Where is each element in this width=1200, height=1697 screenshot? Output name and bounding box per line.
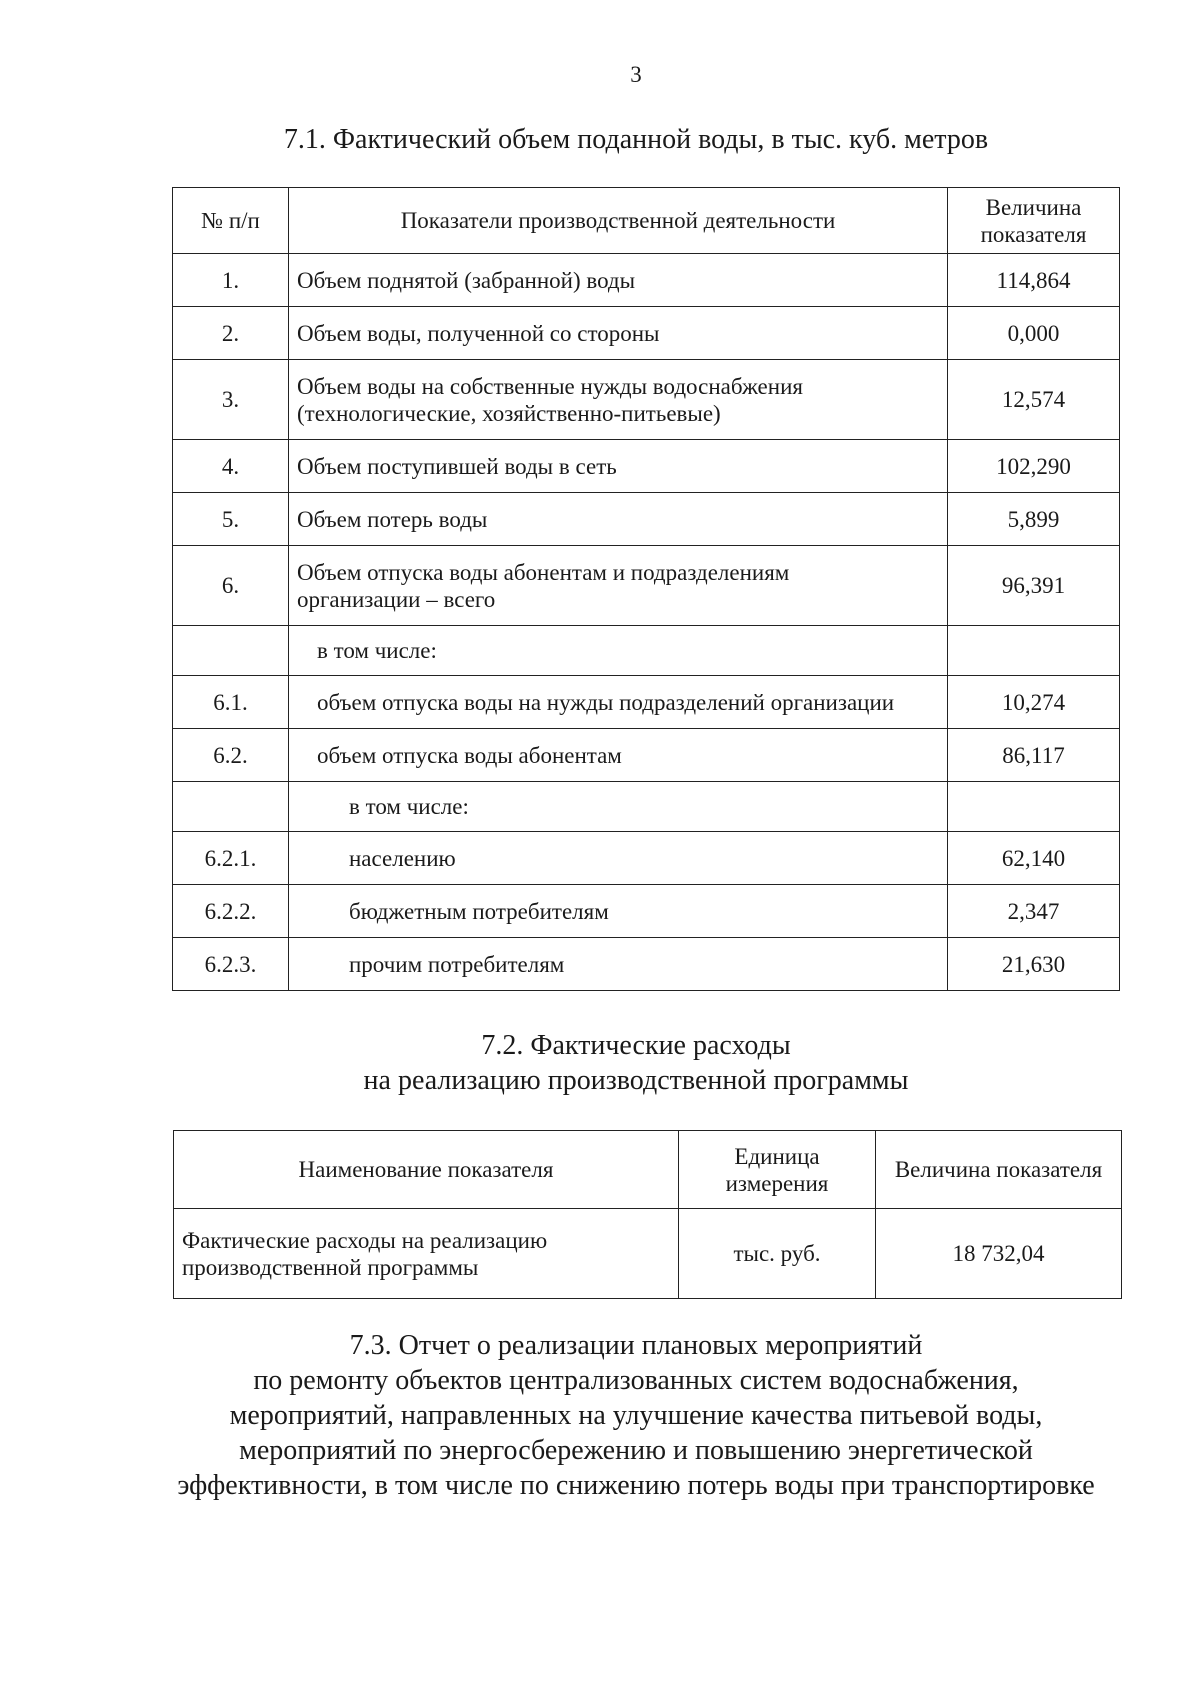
row-value: 21,630 — [948, 938, 1120, 991]
row-num: 5. — [173, 493, 289, 546]
row-name-line1: Объем воды на собственные нужды водоснабжения — [297, 373, 803, 399]
row-unit: тыс. руб. — [679, 1209, 876, 1299]
row-name-line2: производственной программы — [182, 1254, 479, 1280]
row-value: 2,347 — [948, 885, 1120, 938]
row-name: бюджетным потребителям — [289, 885, 948, 938]
row-name: объем отпуска воды на нужды подразделений организации — [289, 676, 948, 729]
row-value: 12,574 — [948, 360, 1120, 440]
section-title-7-3-line: мероприятий по энергосбережению и повышению энергетической — [239, 1435, 1033, 1466]
header-num: № п/п — [173, 188, 289, 254]
row-value: 5,899 — [948, 493, 1120, 546]
row-name — [174, 1209, 679, 1299]
row-name: в том числе: — [289, 626, 948, 676]
table-row — [173, 546, 1120, 626]
section-title-7-3-line: 7.3. Отчет о реализации плановых мероприятий — [349, 1330, 923, 1361]
row-num — [173, 626, 289, 676]
section-title-7-2-line2: на реализацию производственной программы — [363, 1065, 909, 1096]
row-num: 6.2.3. — [173, 938, 289, 991]
row-name — [289, 360, 948, 440]
header-name: Показатели производственной деятельности — [289, 188, 948, 254]
header-unit-line1: Единица — [734, 1143, 820, 1169]
table-header-row — [174, 1131, 1122, 1209]
row-value: 96,391 — [948, 546, 1120, 626]
row-name — [289, 546, 948, 626]
section-title-7-2 — [0, 1028, 1200, 1098]
row-value — [948, 782, 1120, 832]
table-row — [173, 832, 1120, 885]
header-name: Наименование показателя — [174, 1131, 679, 1209]
row-name-line2: организации – всего — [297, 586, 496, 612]
row-name: населению — [289, 832, 948, 885]
table-row — [173, 254, 1120, 307]
section-title-7-3-line: по ремонту объектов централизованных систем водоснабжения, — [253, 1365, 1019, 1396]
row-value: 10,274 — [948, 676, 1120, 729]
row-num: 2. — [173, 307, 289, 360]
header-unit — [679, 1131, 876, 1209]
row-num: 6.2.1. — [173, 832, 289, 885]
row-name: прочим потребителям — [289, 938, 948, 991]
page-number: 3 — [630, 62, 642, 87]
row-name: Объем поднятой (забранной) воды — [289, 254, 948, 307]
header-value-line2: показателя — [980, 221, 1087, 247]
table-row — [173, 676, 1120, 729]
row-value: 102,290 — [948, 440, 1120, 493]
section-title-7-3-line: эффективности, в том числе по снижению потерь воды при транспортировке — [177, 1470, 1095, 1501]
table-row — [174, 1209, 1122, 1299]
table-row — [173, 493, 1120, 546]
row-num: 6.2.2. — [173, 885, 289, 938]
row-value: 0,000 — [948, 307, 1120, 360]
table-row — [173, 885, 1120, 938]
row-value — [948, 626, 1120, 676]
row-num: 1. — [173, 254, 289, 307]
row-name-line1: Фактические расходы на реализацию — [182, 1227, 548, 1253]
row-num: 6.1. — [173, 676, 289, 729]
header-value — [948, 188, 1120, 254]
table-row — [173, 360, 1120, 440]
row-num: 6. — [173, 546, 289, 626]
header-unit-line2: измерения — [725, 1170, 829, 1196]
row-name-line2: (технологические, хозяйственно-питьевые) — [297, 400, 721, 426]
row-name: Объем воды, полученной со стороны — [289, 307, 948, 360]
section-title-7-2-line1: 7.2. Фактические расходы — [481, 1030, 791, 1061]
expenses-table — [173, 1130, 1122, 1299]
table-header-row — [173, 188, 1120, 254]
row-num: 6.2. — [173, 729, 289, 782]
table-row — [173, 938, 1120, 991]
row-value: 114,864 — [948, 254, 1120, 307]
table-row — [173, 782, 1120, 832]
section-title-7-1: 7.1. Фактический объем поданной воды, в тыс. куб. метров — [283, 124, 989, 155]
table-row — [173, 440, 1120, 493]
row-name: Объем поступившей воды в сеть — [289, 440, 948, 493]
table-row — [173, 307, 1120, 360]
row-name: Объем потерь воды — [289, 493, 948, 546]
row-num — [173, 782, 289, 832]
table-row — [173, 729, 1120, 782]
row-num: 3. — [173, 360, 289, 440]
row-name-line1: Объем отпуска воды абонентам и подразделениям — [297, 559, 790, 585]
row-name: объем отпуска воды абонентам — [289, 729, 948, 782]
section-title-7-3-line: мероприятий, направленных на улучшение качества питьевой воды, — [229, 1400, 1043, 1431]
water-volume-table — [172, 187, 1120, 991]
section-title-7-3 — [0, 1328, 1200, 1503]
header-value-line1: Величина — [985, 194, 1082, 220]
row-value: 62,140 — [948, 832, 1120, 885]
row-value: 18 732,04 — [876, 1209, 1122, 1299]
table-row — [173, 626, 1120, 676]
row-value: 86,117 — [948, 729, 1120, 782]
row-name: в том числе: — [289, 782, 948, 832]
row-num: 4. — [173, 440, 289, 493]
header-value: Величина показателя — [876, 1131, 1122, 1209]
